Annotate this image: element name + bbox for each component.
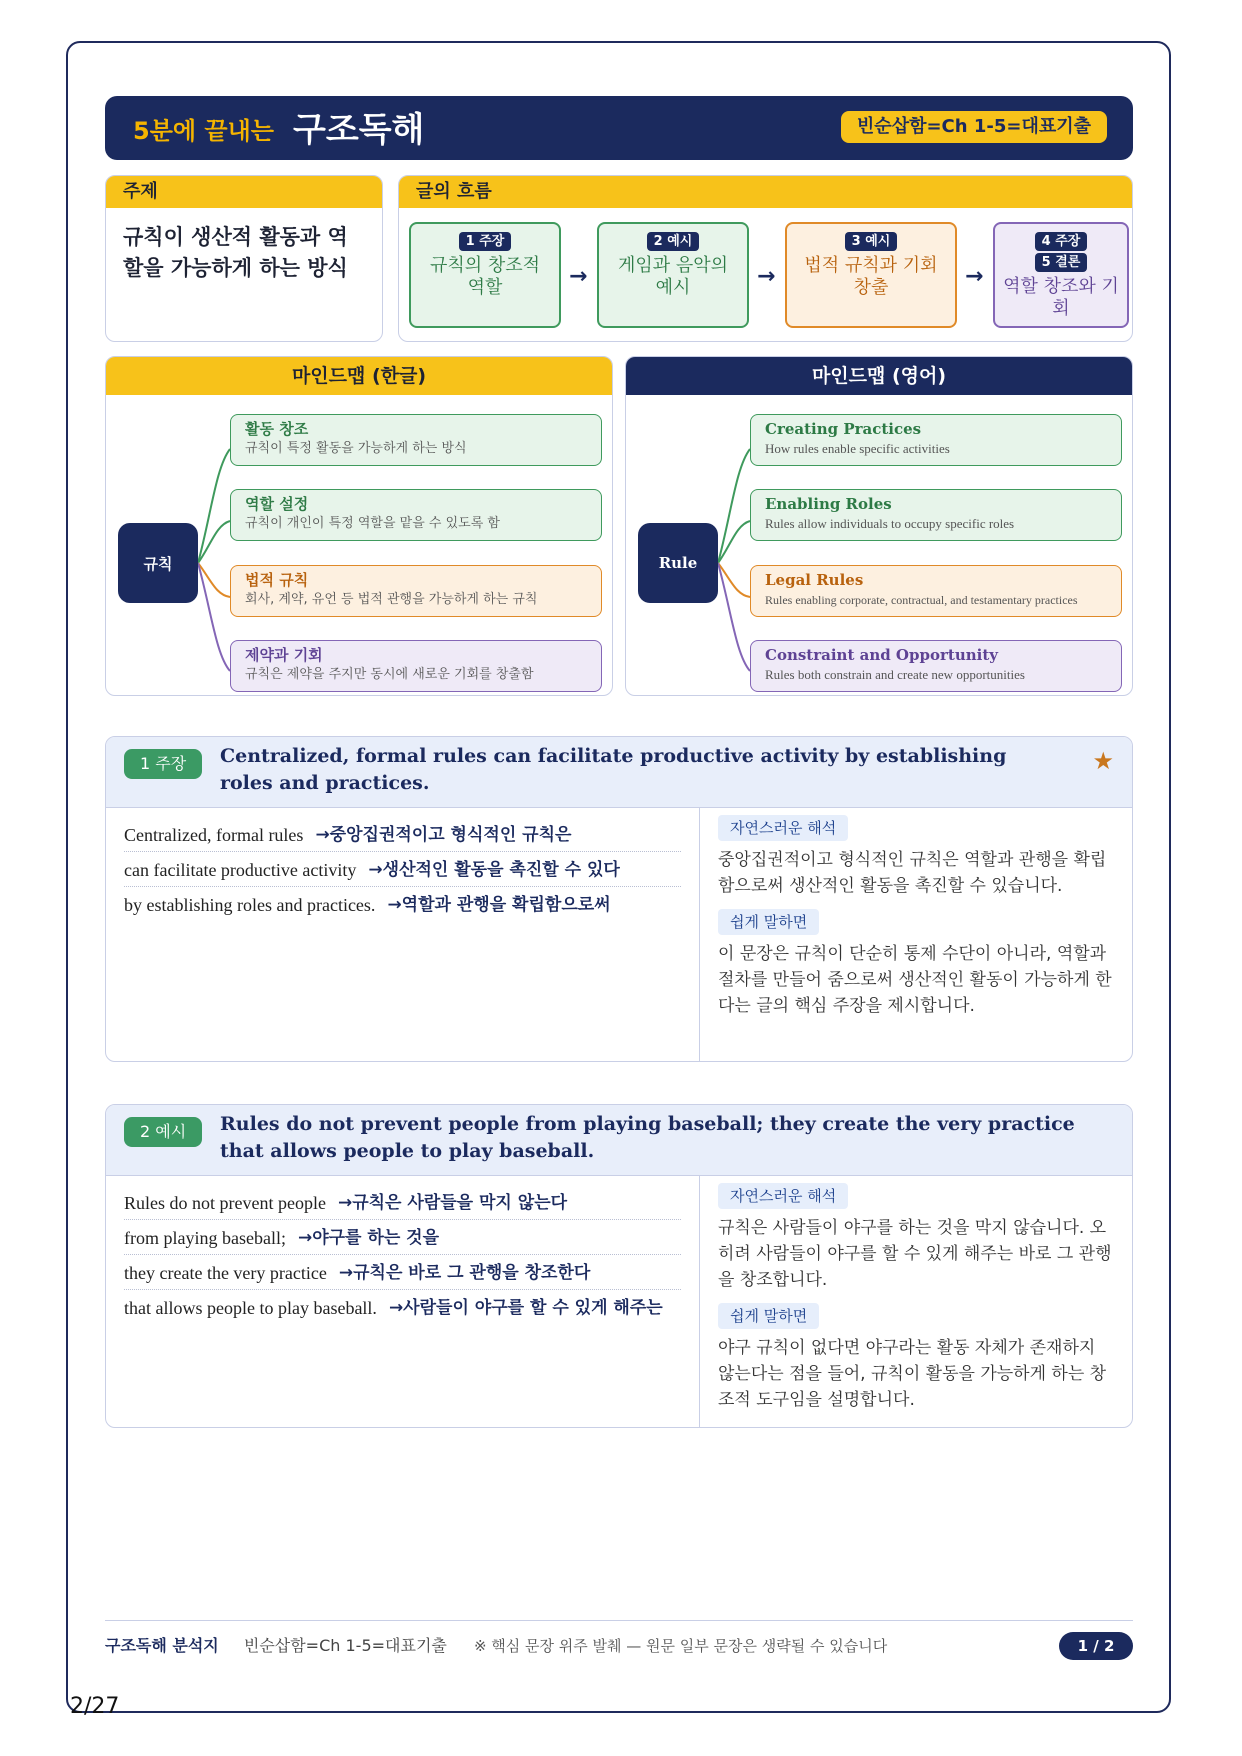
header-subtitle: 5분에 끝내는 xyxy=(133,117,274,145)
mindmap-korean-title: 마인드맵 (한글) xyxy=(106,357,612,395)
mindmap-item xyxy=(230,489,602,541)
chunk-english: Centralized, formal rules xyxy=(124,825,304,845)
mindmap-item xyxy=(230,414,602,466)
mindmap-item-title: 법적 규칙 xyxy=(245,571,309,589)
mindmap-item-desc: Rules enabling corporate, contractual, and testamentary practices xyxy=(765,593,1078,607)
chunk-english: by establishing roles and practices. xyxy=(124,895,376,915)
natural-text: 규칙은 사람들이 야구를 하는 것을 막지 않습니다. 오히려 사람들이 야구를 할 수 있게 해주는 바로 그 관행을 창조합니다. xyxy=(718,1218,1112,1290)
section-header xyxy=(106,737,1132,808)
topic-box xyxy=(105,175,383,342)
mindmap-english-title: 마인드맵 (영어) xyxy=(626,357,1132,395)
mindmap-item-desc: How rules enable specific activities xyxy=(765,441,950,456)
flow-card-text: 게임과 음악의 예시 xyxy=(617,255,729,298)
section-sentence: Centralized, formal rules can facilitate productive activity by establishing roles and practices. xyxy=(220,745,1007,794)
mindmap-item-title: 역할 설정 xyxy=(245,495,309,513)
interpretation-panel xyxy=(700,1175,1132,1427)
easy-text: 이 문장은 규칙이 단순히 통제 수단이 아니라, 역할과 절차를 만들어 줌으로써 생산적인 활동이 가능하게 한다는 글의 핵심 주장을 제시합니다. xyxy=(718,944,1112,1016)
flow-card-3 xyxy=(785,222,957,328)
footer-divider xyxy=(105,1620,1133,1621)
chunk-korean: →규칙은 바로 그 관행을 창조한다 xyxy=(338,1263,591,1283)
chunk-pair xyxy=(124,1290,681,1324)
mindmap-item-desc: 회사, 계약, 유언 등 법적 관행을 가능하게 하는 규칙 xyxy=(245,592,538,607)
section-tag: 1 주장 xyxy=(124,749,202,779)
page-indicator: 1 / 2 xyxy=(1059,1632,1133,1660)
footer-doc-name: 구조독해 분석지 xyxy=(105,1636,219,1655)
mindmap-item-desc: Rules both constrain and create new opportunities xyxy=(765,667,1025,682)
mindmap-item xyxy=(750,414,1122,466)
flow-card-text: 법적 규칙과 기회 창출 xyxy=(804,255,938,298)
sentence-section-2 xyxy=(105,1104,1133,1428)
chunk-korean: →역할과 관행을 확립함으로써 xyxy=(387,895,611,915)
mindmap-english xyxy=(625,356,1133,696)
mindmap-item-title: Constraint and Opportunity xyxy=(765,646,998,664)
chunk-english: from playing baseball; xyxy=(124,1228,286,1248)
sentence-section-1 xyxy=(105,736,1133,1062)
mindmap-item-title: Enabling Roles xyxy=(765,495,892,513)
chunk-pair xyxy=(124,1255,681,1290)
mindmap-item-title: Creating Practices xyxy=(765,420,922,438)
section-body xyxy=(106,807,1132,1061)
mindmap-item-desc: 규칙이 특정 활동을 가능하게 하는 방식 xyxy=(245,441,467,456)
flow-card-1 xyxy=(409,222,561,328)
topic-label: 주제 xyxy=(106,176,382,208)
chunk-translation-list xyxy=(106,1175,700,1427)
chunk-pair xyxy=(124,817,681,852)
chunk-english: Rules do not prevent people xyxy=(124,1193,326,1213)
section-tag: 2 예시 xyxy=(124,1117,202,1147)
chunk-korean: →생산적인 활동을 촉진할 수 있다 xyxy=(368,860,620,880)
mindmap-center-node: 규칙 xyxy=(118,523,198,603)
mindmap-item-title: 활동 창조 xyxy=(245,420,309,438)
footer-source: 빈순삽함=Ch 1-5=대표기출 xyxy=(243,1636,447,1655)
chunk-english: that allows people to play baseball. xyxy=(124,1298,377,1318)
chunk-pair xyxy=(124,852,681,887)
interpretation-panel xyxy=(700,807,1132,1061)
mindmap-item-desc: 규칙이 개인이 특정 역할을 맡을 수 있도록 함 xyxy=(245,516,500,531)
worksheet-page xyxy=(66,41,1171,1713)
easy-label: 쉽게 말하면 xyxy=(718,909,819,935)
mindmap-korean xyxy=(105,356,613,696)
chunk-korean: →사람들이 야구를 할 수 있게 해주는 xyxy=(388,1298,663,1318)
footer-note: ※ 핵심 문장 위주 발췌 — 원문 일부 문장은 생략될 수 있습니다 xyxy=(473,1637,888,1655)
topic-text: 규칙이 생산적 활동과 역할을 가능하게 하는 방식 xyxy=(123,225,348,280)
mindmap-item-desc: 규칙은 제약을 주지만 동시에 새로운 기회를 창출함 xyxy=(245,667,534,682)
easy-label: 쉽게 말하면 xyxy=(718,1303,819,1329)
flow-badge: 4 주장 xyxy=(1035,232,1088,251)
chunk-pair xyxy=(124,887,681,921)
section-sentence: Rules do not prevent people from playing baseball; they create the very practice that allows people to play baseball. xyxy=(220,1113,1075,1162)
header-title: 구조독해 xyxy=(293,110,425,150)
chunk-korean: →중앙집권적이고 형식적인 규칙은 xyxy=(315,825,572,845)
flow-card-4 xyxy=(993,222,1129,328)
mindmap-item xyxy=(750,640,1122,692)
star-icon: ★ xyxy=(1092,747,1114,775)
chunk-pair xyxy=(124,1185,681,1220)
natural-label: 자연스러운 해석 xyxy=(718,1183,848,1209)
arrow-right-icon: → xyxy=(965,264,984,289)
mindmap-item-title: Legal Rules xyxy=(765,571,864,589)
section-header xyxy=(106,1105,1132,1176)
natural-label: 자연스러운 해석 xyxy=(718,815,848,841)
arrow-right-icon: → xyxy=(569,264,588,289)
chunk-english: can facilitate productive activity xyxy=(124,860,357,880)
mindmap-item xyxy=(750,565,1122,617)
section-body xyxy=(106,1175,1132,1427)
flow-card-2 xyxy=(597,222,749,328)
flow-badge: 3 예시 xyxy=(845,232,898,251)
easy-text: 야구 규칙이 없다면 야구라는 활동 자체가 존재하지 않는다는 점을 들어, 규칙이 활동을 가능하게 하는 창조적 도구임을 설명합니다. xyxy=(718,1338,1107,1410)
header-banner xyxy=(105,96,1133,160)
flow-label: 글의 흐름 xyxy=(399,176,1132,208)
chunk-pair xyxy=(124,1220,681,1255)
mindmap-item-desc: Rules allow individuals to occupy specific roles xyxy=(765,516,1015,531)
chunk-english: they create the very practice xyxy=(124,1263,327,1283)
flow-badge: 5 결론 xyxy=(1035,253,1088,272)
mindmap-item xyxy=(750,489,1122,541)
flow-box xyxy=(398,175,1133,342)
chunk-korean: →야구를 하는 것을 xyxy=(297,1228,440,1248)
arrow-right-icon: → xyxy=(757,264,776,289)
flow-card-text: 규칙의 창조적 역할 xyxy=(429,255,541,298)
mindmap-item xyxy=(230,640,602,692)
flow-card-text: 역할 창조와 기회 xyxy=(1003,276,1119,319)
chunk-korean: →규칙은 사람들을 막지 않는다 xyxy=(337,1193,568,1213)
mindmap-item xyxy=(230,565,602,617)
page-counter: 2/27 xyxy=(70,1694,120,1719)
flow-badge: 2 예시 xyxy=(647,232,700,251)
mindmap-center-node: Rule xyxy=(638,523,718,603)
mindmap-item-title: 제약과 기회 xyxy=(245,646,323,664)
flow-badge: 1 주장 xyxy=(459,232,512,251)
chunk-translation-list xyxy=(106,807,700,1061)
natural-text: 중앙집권적이고 형식적인 규칙은 역할과 관행을 확립함으로써 생산적인 활동을 촉진할 수 있습니다. xyxy=(718,850,1107,896)
footer xyxy=(105,1631,1133,1661)
header-source-pill: 빈순삽함=Ch 1-5=대표기출 xyxy=(841,111,1107,143)
